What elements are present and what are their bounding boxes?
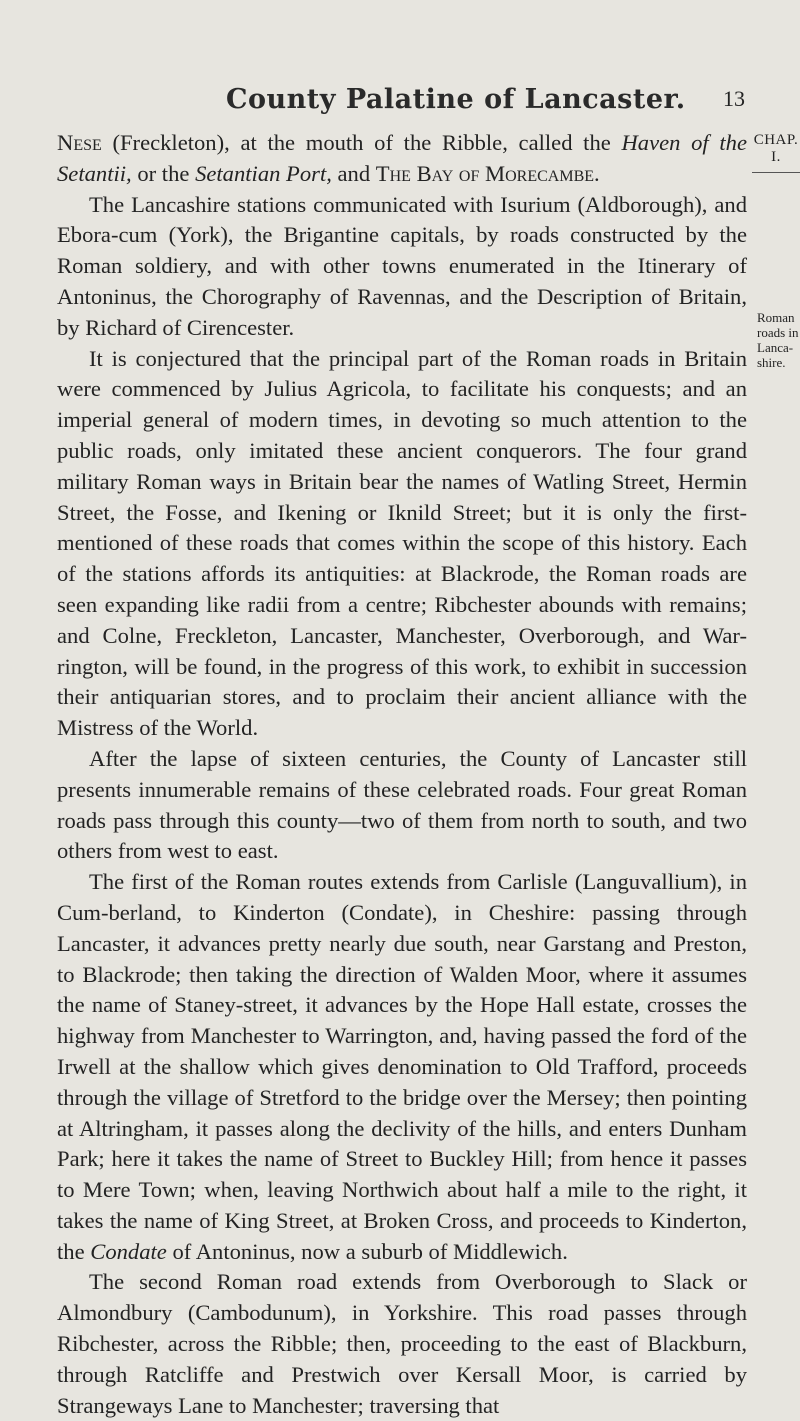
text-run: The first of the Roman routes extends from Carlisle (Languvallium), in Cum-berland, to Kinderton (Condate), in Cheshire: passing through Lancaster, it advances pretty nearly due south, near Garstang and Preston, to Blackrode; then taking the direction of Walden Moor, where it assumes the name of Staney-street, it advances by the Hope Hall estate, crosses the highway from Manchester to Warrington, and, having passed the ford of the Irwell at the shallow which gives denomination to Old Trafford, proceeds through the village of Stretford to the bridge over the Mersey; then pointing at Altringham, it passes along the declivity of the hills, and enters Dunham Park; here it takes the name of Street to Buckley Hill; from hence it passes to Mere Town; when, leaving Northwich about half a mile to the right, it takes the name of King Street, at Broken Cross, and proceeds to Kinderton, the bbox=[57, 869, 747, 1264]
italic-text: Haven of the Setantii, bbox=[57, 130, 747, 186]
chapter-marker bbox=[752, 132, 800, 166]
sidenote-line: Lanca- bbox=[757, 340, 794, 355]
paragraph bbox=[57, 867, 747, 1267]
text-run: (Freckleton), at the mouth of the Ribble, called the bbox=[101, 130, 622, 155]
italic-text: Condate bbox=[90, 1238, 167, 1264]
text-run: or the bbox=[131, 160, 196, 186]
text-run: and bbox=[331, 160, 376, 186]
margin-sidenote bbox=[757, 310, 800, 370]
place-name: Nese bbox=[57, 130, 102, 155]
text-run: of Antoninus, now a suburb of Middlewich. bbox=[166, 1238, 568, 1264]
page-number: 13 bbox=[723, 86, 745, 111]
body-text bbox=[57, 128, 747, 1421]
page-header bbox=[0, 84, 800, 124]
running-title: County Palatine of Lancaster. bbox=[226, 84, 686, 115]
italic-text: Setantian Port, bbox=[195, 160, 332, 186]
chapter-rule bbox=[752, 172, 800, 173]
paragraph: It is conjectured that the principal part of the Roman roads in Britain were commenced by Julius Agricola, to facilitate his conquests; and an imperial general of modern times, in devoting so much attention to the public roads, only imitated these ancient conquerors. The four grand military Roman ways in Britain bear the names of Watling Street, Hermin Street, the Fosse, and Ikening or Iknild Street; but it is only the first-mentioned of these roads that comes within the scope of this history. Each of the stations affords its antiquities: at Blackrode, the Roman roads are seen expanding like radii from a centre; Ribchester abounds with remains; and Colne, Freckleton, Lancaster, Manchester, Overborough, and War-rington, will be found, in the progress of this work, to exhibit in succession their antiquarian stores, and to proclaim their ancient alliance with the Mistress of the World. bbox=[57, 345, 747, 741]
sidenote-line: shire. bbox=[757, 355, 786, 370]
sidenote-line: Roman bbox=[757, 310, 795, 325]
paragraph: After the lapse of sixteen centuries, the County of Lancaster still presents innumerable remains of these celebrated roads. Four great Roman roads pass through this county—two of them from north to south, and two others from west to east. bbox=[57, 745, 747, 864]
paragraph: The second Roman road extends from Overborough to Slack or Almondbury (Cambodunum), in Yorkshire. This road passes through Ribchester, across the Ribble; then, proceeding to the east of Blackburn, through Ratcliffe and Prestwich over Kersall Moor, is carried by Strangeways Lane to Manchester; traversing that bbox=[57, 1269, 747, 1418]
chapter-number: I. bbox=[771, 149, 781, 165]
chapter-label: CHAP. bbox=[753, 132, 799, 148]
paragraph: The Lancashire stations communicated with Isurium (Aldborough), and Ebora-cum (York), the Brigantine capitals, by roads constructed by the Roman soldiery, and with other towns enumerated in the Itinerary of Antoninus, the Chorography of Ravennas, and the Description of Britain, by Richard of Cirencester. bbox=[57, 191, 747, 340]
place-name: The Bay of Morecambe. bbox=[375, 160, 600, 186]
sidenote-line: roads in bbox=[757, 325, 799, 340]
paragraph bbox=[57, 128, 747, 190]
